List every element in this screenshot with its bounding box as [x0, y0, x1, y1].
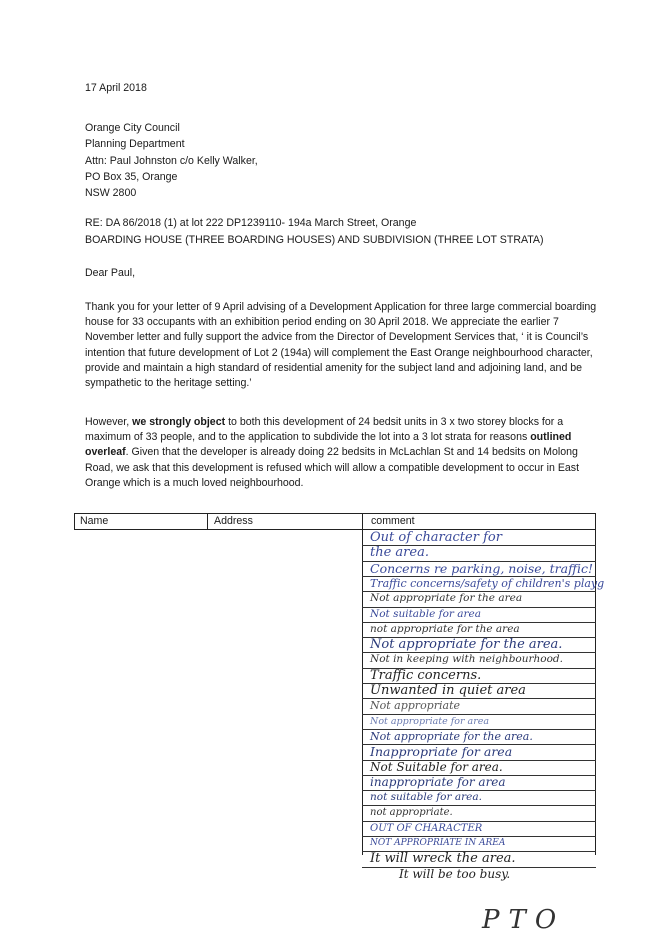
recipient-line: NSW 2800	[85, 187, 137, 200]
table-border	[207, 513, 208, 530]
overleaf-bold: overleaf	[85, 446, 126, 459]
handwritten-comment: Traffic concerns/safety of children's playg	[370, 576, 605, 590]
paragraph-line: provide and maintain a high standard of residential amenity for the subject land and adjoining land, and be	[85, 361, 583, 374]
handwritten-comment: Not appropriate for the area	[370, 592, 523, 605]
letter-date: 17 April 2018	[85, 82, 147, 94]
paragraph-line	[85, 415, 655, 430]
recipient-line: Orange City Council	[85, 122, 180, 134]
table-border	[74, 513, 75, 530]
column-header-name: Name	[80, 515, 109, 527]
handwritten-comment: not suitable for area.	[370, 791, 482, 804]
handwritten-comment: the area.	[370, 545, 429, 561]
handwritten-comment: It will be too busy.	[399, 866, 511, 881]
handwritten-comment: Not in keeping with neighbourhood.	[370, 653, 563, 666]
salutation: Dear Paul,	[85, 267, 136, 279]
text: to both this development of 24 bedsit units in 3 x two storey blocks for a	[225, 416, 564, 428]
paragraph-2	[85, 415, 655, 491]
text: maximum of 33 people, and to the application to subdivide the lot into a 3 lot strata for reasons	[85, 431, 531, 444]
recipient-line: Planning Department	[85, 138, 185, 151]
paragraph-line	[85, 430, 655, 445]
handwritten-comment: Not appropriate	[370, 699, 460, 713]
paragraph-1	[85, 300, 655, 391]
paragraph-line: Road, we ask that this development is refused which will allow a compatible development to occur in East	[85, 461, 580, 474]
handwritten-comment: Not appropriate for the area.	[370, 637, 563, 653]
handwritten-comment: Out of character for	[370, 530, 502, 545]
text: . Given that the developer is already doing 22 bedsits in McLachlan St and 14 bedsits on Molong	[125, 446, 578, 459]
paragraph-line: Thank you for your letter of 9 April advising of a Development Application for three large commercial boarding	[85, 301, 597, 313]
strong-object: we strongly object	[129, 416, 226, 428]
handwritten-comment: not appropriate.	[370, 807, 453, 819]
subject-line: RE: DA 86/2018 (1) at lot 222 DP1239110- 194a March Street, Orange	[85, 217, 417, 229]
handwritten-comment: Not appropriate for area	[370, 715, 490, 727]
table-border	[362, 513, 363, 855]
handwritten-comment: NOT APPROPRIATE IN AREA	[370, 838, 506, 848]
paragraph-line: house for 33 occupants with an exhibition period ending on 30 April 2018. We appreciate the earlier 7	[85, 316, 559, 329]
handwritten-comment: Unwanted in quiet area	[370, 683, 526, 698]
recipient-address	[85, 121, 258, 202]
text: However,	[85, 416, 130, 428]
paragraph-line: Orange which is a much loved neighbourhood.	[85, 476, 304, 489]
signature-table	[74, 513, 605, 885]
column-header-address: Address	[214, 515, 253, 527]
handwritten-comment: Concerns re parking, noise, traffic!	[370, 560, 593, 576]
handwritten-comment: OUT OF CHARACTER	[370, 822, 483, 834]
pto-note: PTO	[482, 905, 566, 935]
handwritten-comment: Not appropriate for the area.	[370, 729, 533, 743]
subject-block	[85, 216, 544, 249]
handwritten-comment: It will wreck the area.	[370, 851, 516, 867]
handwritten-comment: Inappropriate for area	[370, 744, 513, 760]
outlined-bold: outlined	[530, 431, 572, 444]
subject-heading: BOARDING HOUSE (THREE BOARDING HOUSES) AND SUBDIVISION (THREE LOT STRATA)	[85, 233, 544, 246]
recipient-line: Attn: Paul Johnston c/o Kelly Walker,	[85, 154, 258, 167]
column-header-comment: comment	[371, 515, 415, 527]
handwritten-comment: Traffic concerns.	[370, 667, 482, 683]
paragraph-line: November letter and fully support the advice from the Director of Development Services that, ‘ it is Council’s	[85, 331, 589, 344]
handwritten-comment: inappropriate for area	[370, 774, 506, 789]
handwritten-comment: Not Suitable for area.	[370, 759, 503, 774]
paragraph-line: sympathetic to the heritage setting.’	[85, 377, 252, 390]
paragraph-line	[85, 445, 655, 460]
recipient-line: PO Box 35, Orange	[85, 170, 178, 183]
paragraph-line: intention that future development of Lot 2 (194a) will complement the East Orange neighbourhood character,	[85, 346, 593, 359]
table-border	[74, 513, 596, 514]
handwritten-comment: Not suitable for area	[370, 607, 482, 620]
handwritten-comment: not appropriate for the area	[370, 622, 520, 635]
